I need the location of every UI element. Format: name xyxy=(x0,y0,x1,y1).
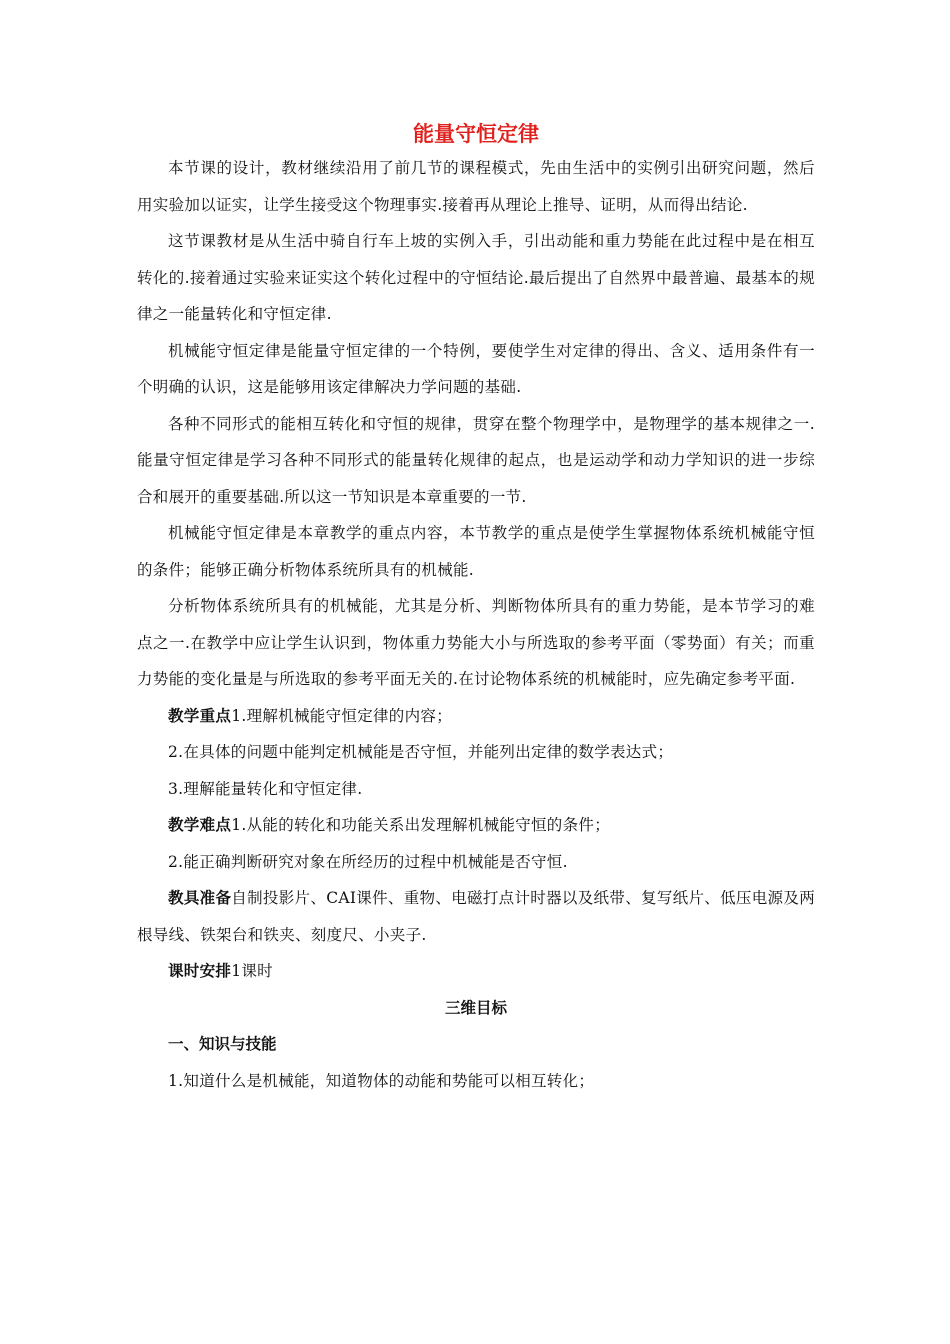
difficulty-item: 2.能正确判断研究对象在所经历的过程中机械能是否守恒. xyxy=(168,852,568,871)
schedule-text: 1课时 xyxy=(231,962,273,980)
intro-paragraph-2: 这节课教材是从生活中骑自行车上坡的实例入手，引出动能和重力势能在此过程中是在相互转化的.接着通过实验来证实这个转化过程中的守恒结论.最后提出了自然界中最普遍、最基本的规律之一能量转化和守恒定律. xyxy=(137,232,815,323)
schedule-line xyxy=(137,953,815,990)
objectives-heading: 三维目标 xyxy=(444,998,507,1017)
materials-text: 自制投影片、CAI课件、重物、电磁打点计时器以及纸带、复写纸片、低压电源及两根导线、铁架台和铁夹、刻度尺、小夹子. xyxy=(137,889,815,944)
materials-paragraph xyxy=(137,880,815,953)
key-point-item: 2.在具体的问题中能判定机械能是否守恒，并能列出定律的数学表达式； xyxy=(168,743,674,761)
intro-paragraph-3: 机械能守恒定律是能量守恒定律的一个特例，要使学生对定律的得出、含义、适用条件有一个明确的认识，这是能够用该定律解决力学问题的基础. xyxy=(137,341,815,396)
difficulties-label: 教学难点 xyxy=(168,816,232,834)
document-title: 能量守恒定律 xyxy=(413,122,539,146)
document-page xyxy=(137,118,815,1099)
materials-label: 教具准备 xyxy=(168,889,232,907)
key-point-item: 3.理解能量转化和守恒定律. xyxy=(168,779,363,798)
schedule-label: 课时安排 xyxy=(168,962,232,980)
key-points-label: 教学重点 xyxy=(168,706,232,725)
section1-heading: 一、知识与技能 xyxy=(168,1035,277,1053)
section1-item: 1.知道什么是机械能，知道物体的动能和势能可以相互转化； xyxy=(168,1071,595,1090)
key-points-line-1 xyxy=(137,698,815,735)
difficulties-line-1 xyxy=(137,807,815,844)
intro-paragraph-6: 分析物体系统所具有的机械能，尤其是分析、判断物体所具有的重力势能，是本节学习的难点之一.在教学中应让学生认识到，物体重力势能大小与所选取的参考平面（零势面）有关；而重力势能的变化量是与所选取的参考平面无关的.在讨论物体系统的机械能时，应先确定参考平面. xyxy=(137,597,815,688)
intro-paragraph-1: 本节课的设计，教材继续沿用了前几节的课程模式，先由生活中的实例引出研究问题，然后用实验加以证实，让学生接受这个物理事实.接着再从理论上推导、证明，从而得出结论. xyxy=(137,159,815,214)
intro-paragraph-4: 各种不同形式的能相互转化和守恒的规律，贯穿在整个物理学中，是物理学的基本规律之一.能量守恒定律是学习各种不同形式的能量转化规律的起点，也是运动学和动力学知识的进一步综合和展开的重要基础.所以这一节知识是本章重要的一节. xyxy=(137,414,815,506)
intro-paragraph-5: 机械能守恒定律是本章教学的重点内容，本节教学的重点是使学生掌握物体系统机械能守恒的条件；能够正确分析物体系统所具有的机械能. xyxy=(137,524,815,579)
key-point-item: 1.理解机械能守恒定律的内容； xyxy=(231,706,452,725)
difficulty-item: 1.从能的转化和功能关系出发理解机械能守恒的条件； xyxy=(231,816,610,834)
